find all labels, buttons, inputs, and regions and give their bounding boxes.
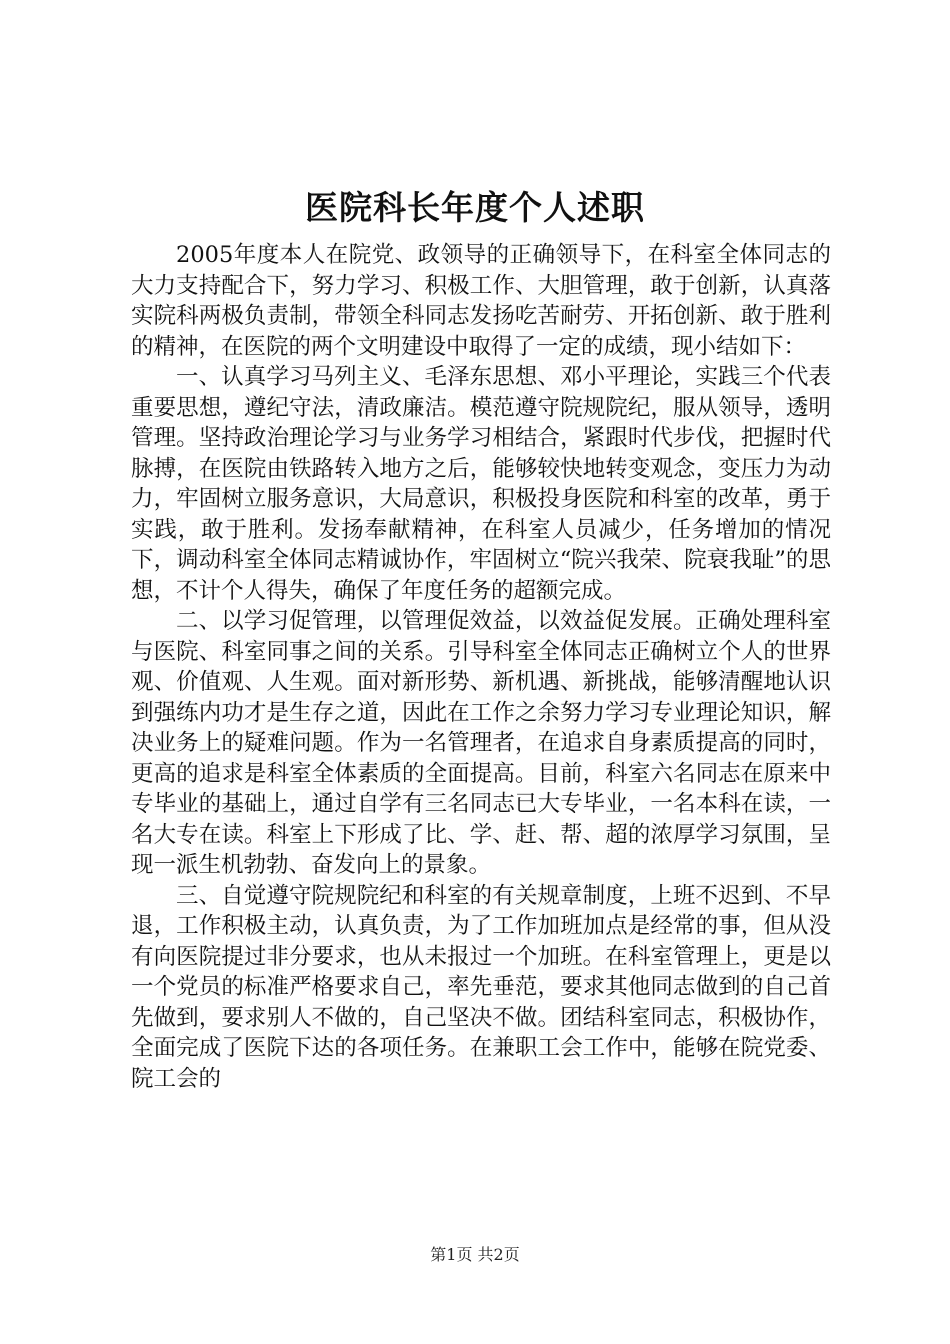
paragraph-section-2: 二、以学习促管理，以管理促效益，以效益促发展。正确处理科室与医院、科室同事之间的关系。引导科室全体同志正确树立个人的世界观、价值观、人生观。面对新形势、新机遇、新挑战，能够清醒地认识到强练内功才是生存之道，因此在工作之余努力学习专业理论知识，解决业务上的疑难问题。作为一名管理者，在追求自身素质提高的同时，更高的追求是科室全体素质的全面提高。目前，科室六名同志在原来中专毕业的基础上，通过自学有三名同志已大专毕业，一名本科在读，一名大专在读。科室上下形成了比、学、赶、帮、超的浓厚学习氛围，呈现一派生机勃勃、奋发向上的景象。 — [131, 608, 831, 878]
paragraph-section-1: 一、认真学习马列主义、毛泽东思想、邓小平理论，实践三个代表重要思想，遵纪守法，清政廉洁。模范遵守院规院纪，服从领导，透明管理。坚持政治理论学习与业务学习相结合，紧跟时代步伐，把握时代脉搏，在医院由铁路转入地方之后，能够较快地转变观念，变压力为动力，牢固树立服务意识，大局意识，积极投身医院和科室的改革，勇于实践，敢于胜利。发扬奉献精神，在科室人员减少，任务增加的情况下，调动科室全体同志精诚协作，牢固树立“院兴我荣、院衰我耻”的思想，不计个人得失，确保了年度任务的超额完成。 — [131, 364, 831, 604]
paragraph-intro: 2005年度本人在院党、政领导的正确领导下，在科室全体同志的大力支持配合下，努力学习、积极工作、大胆管理，敢于创新，认真落实院科两极负责制，带领全科同志发扬吃苦耐劳、开拓创新、敢于胜利的精神，在医院的两个文明建设中取得了一定的成绩，现小结如下： — [131, 242, 831, 360]
document-title: 医院科长年度个人述职 — [305, 188, 645, 227]
document-body — [131, 240, 831, 1094]
paragraph-section-3: 三、自觉遵守院规院纪和科室的有关规章制度，上班不迟到、不早退，工作积极主动，认真负责，为了工作加班加点是经常的事，但从没有向医院提过非分要求，也从未报过一个加班。在科室管理上，更是以一个党员的标准严格要求自己，率先垂范，要求其他同志做到的自己首先做到，要求别人不做的，自己坚决不做。团结科室同志，积极协作，全面完成了医院下达的各项任务。在兼职工会工作中，能够在院党委、院工会的 — [131, 882, 831, 1092]
page-footer: 第1页 共2页 — [430, 1245, 520, 1264]
